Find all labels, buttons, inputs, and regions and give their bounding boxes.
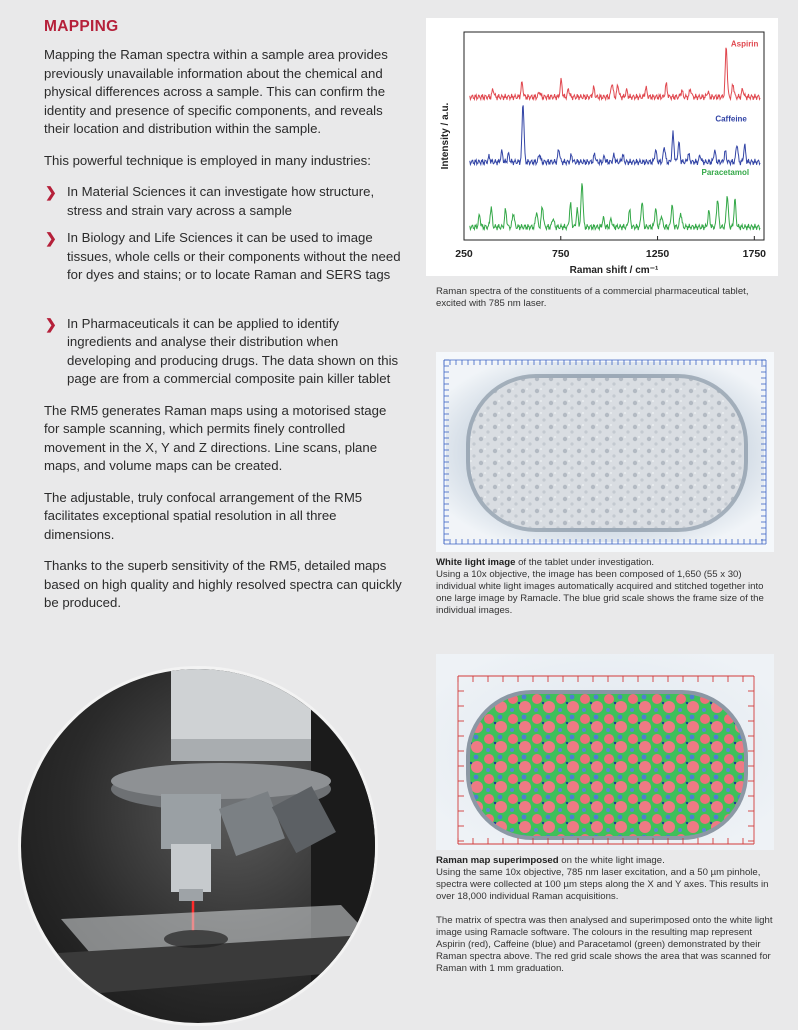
series-label-paracetamol: Paracetamol <box>701 168 750 177</box>
x-tick-label: 250 <box>455 248 473 260</box>
raman-caption-body-2: The matrix of spectra was then analysed and superimposed onto the white light image using Ramacle software. The colours in the resulting map represent Aspirin (red), Caffeine (blue) and Paracetamol (green) demonstrated by their Raman spectra above. The red grid scale shows the area that was scanned for Raman with 1 mm graduation. <box>436 915 773 974</box>
raman-map-caption <box>436 855 774 975</box>
x-tick-label: 1250 <box>645 248 670 260</box>
white-caption-title-rest: of the tablet under investigation. <box>515 557 655 568</box>
chevron-right-icon: ❯ <box>45 315 57 332</box>
raman-map-superimposed <box>436 654 774 850</box>
spectra-chart-card <box>426 18 778 276</box>
bullet-text: In Material Sciences it can investigate how structure, stress and strain vary across a sample <box>67 184 375 218</box>
series-line-aspirin <box>470 48 760 100</box>
bullet-text: In Biology and Life Sciences it can be used to image tissues, whole cells or their components without the need for dyes and stains; or to locate Raman and SERS tags <box>67 230 401 282</box>
industries-intro: This powerful technique is employed in many industries: <box>44 152 371 168</box>
section-heading: MAPPING <box>44 18 119 35</box>
x-tick-label: 750 <box>552 248 570 260</box>
sensitivity-paragraph: Thanks to the superb sensitivity of the RM5, detailed maps based on high quality and highly resolved spectra can quickly be produced. <box>44 558 402 610</box>
microscope-illustration <box>21 669 378 1026</box>
chevron-right-icon: ❯ <box>45 184 57 200</box>
white-caption-title: White light image <box>436 557 516 568</box>
left-column <box>44 18 404 626</box>
x-axis-label: Raman shift / cm⁻¹ <box>569 265 659 276</box>
white-light-tablet-image <box>436 352 774 552</box>
series-label-caffeine: Caffeine <box>715 114 747 124</box>
bullet-text: In Pharmaceuticals it can be applied to identify ingredients and analyse their distribution when developing and producing drugs. The data shown on this page are from a commercial composite pain killer tablet <box>67 315 399 386</box>
bullet-biology <box>44 229 404 285</box>
raman-caption-title: Raman map superimposed <box>436 855 559 866</box>
raman-map-image <box>436 654 774 850</box>
y-axis-label: Intensity / a.u. <box>440 102 451 170</box>
white-light-image <box>436 352 774 552</box>
series-label-aspirin: Aspirin <box>730 39 759 49</box>
series-line-paracetamol <box>470 183 760 230</box>
bullet-pharmaceuticals <box>44 315 404 389</box>
chart-caption: Raman spectra of the constituents of a commercial pharmaceutical tablet, excited with 785 nm laser. <box>436 286 749 309</box>
x-tick-label: 1750 <box>742 248 767 260</box>
confocal-paragraph: The adjustable, truly confocal arrangement of the RM5 facilitates exceptional spatial resolution in all three dimensions. <box>44 489 363 542</box>
rm5-paragraph: The RM5 generates Raman maps using a motorised stage for sample scanning, which permits finely controlled movement in the X, Y and Z directions. Line scans, plane maps, and volume maps can be created. <box>44 402 387 473</box>
white-light-caption <box>436 557 774 617</box>
raman-spectra-chart <box>426 18 778 276</box>
chevron-right-icon: ❯ <box>45 230 57 246</box>
raman-caption-body: Using the same 10x objective, 785 nm laser excitation, and a 50 µm pinhole, spectra were collected at 100 µm steps along the X and Y axes. This results in over 18,000 individual Raman acquisitions. <box>436 867 769 902</box>
microscope-photo <box>18 666 378 1026</box>
raman-caption-title-rest: on the white light image. <box>558 855 665 866</box>
bullet-material-sciences <box>44 183 404 220</box>
intro-paragraph: Mapping the Raman spectra within a sample area provides previously unavailable information about the chemical and physical differences across a sample. This can confirm the identity and presence of specific components, and reveals their location and distribution within the sample. <box>44 47 388 136</box>
white-caption-body: Using a 10x objective, the image has been composed of 1,650 (55 x 30) individual white light images automatically acquired and stitched together into one large image by Ramacle. The blue grid scale shows the frame size of the individual images. <box>436 569 764 616</box>
